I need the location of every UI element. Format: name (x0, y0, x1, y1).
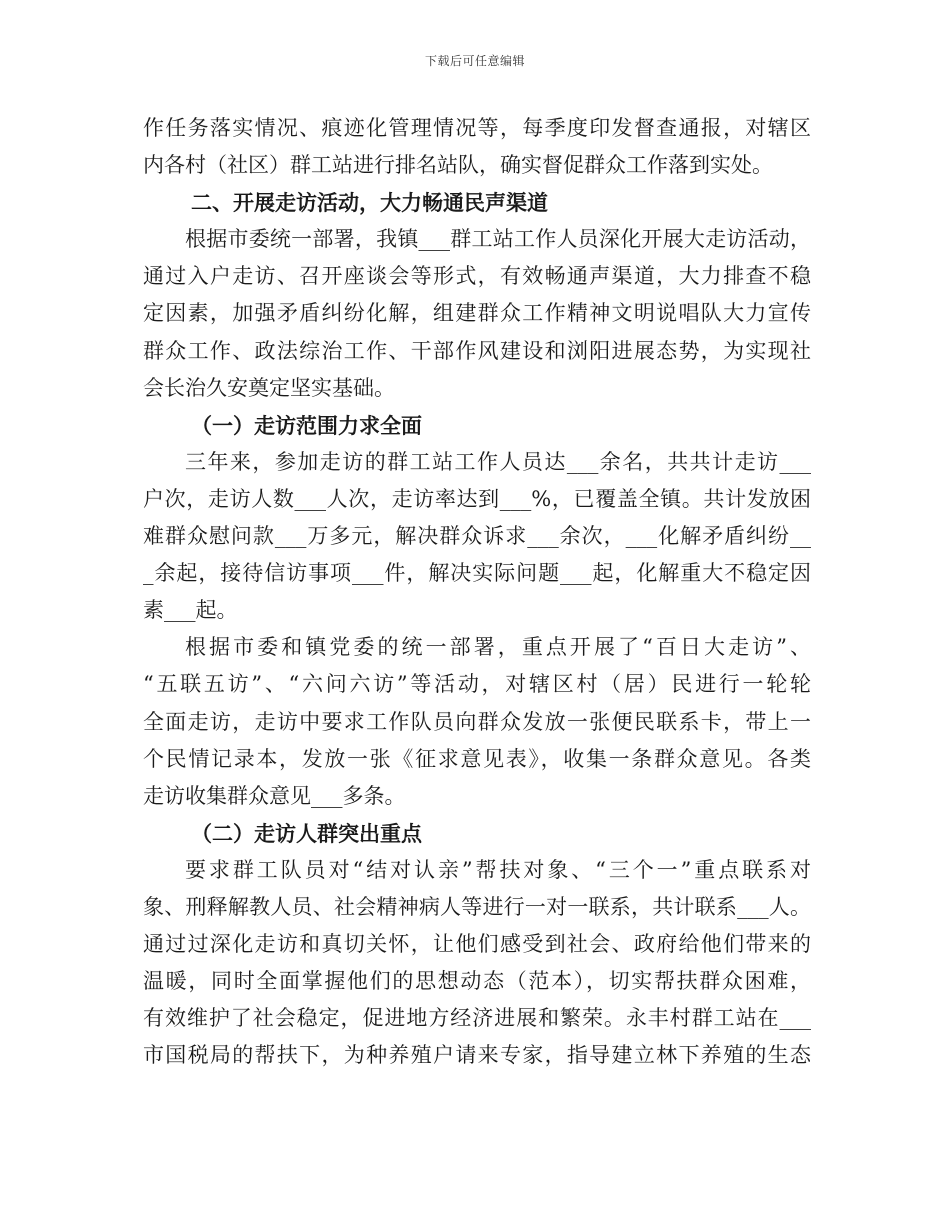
text-line: 会长治久安奠定坚实基础。 (143, 375, 395, 400)
text-line: 作任务落实情况、痕迹化管理情况等，每季度印发督查通报，对辖区 (143, 116, 811, 140)
text-line: 走访收集群众意见___多条。 (143, 783, 406, 808)
text-line: 要求群工队员对“结对认亲”帮扶对象、“三个一”重点联系对 (185, 857, 811, 882)
section-heading: 二、开展走访活动，大力畅通民声渠道 (191, 190, 548, 216)
text-line: 群众工作、政法综治工作、干部作风建设和浏阳进展态势，为实现社 (143, 338, 811, 363)
text-line: 根据市委和镇党委的统一部署，重点开展了“百日大走访”、 (185, 635, 811, 660)
section-heading: （二）走访人群突出重点 (191, 820, 422, 846)
text-line: 定因素，加强矛盾纠纷化解，组建群众工作精神文明说唱队大力宣传 (143, 301, 811, 326)
text-line: 户次，走访人数___人次，走访率达到___%，已覆盖全镇。共计发放困 (143, 486, 811, 511)
text-line: 通过过深化走访和真切关怀，让他们感受到社会、政府给他们带来的 (143, 932, 811, 957)
text-line: 难群众慰问款___万多元，解决群众诉求___余次，___化解矛盾纠纷__ (143, 524, 811, 549)
section-heading: （一）走访范围力求全面 (191, 412, 422, 438)
text-line: 通过入户走访、召开座谈会等形式，有效畅通声渠道，大力排查不稳 (143, 264, 811, 289)
text-line: 全面走访，走访中要求工作队员向群众发放一张便民联系卡，带上一 (143, 709, 811, 734)
text-line: _余起，接待信访事项___件，解决实际问题___起，化解重大不稳定因 (143, 561, 811, 586)
text-line: 有效维护了社会稳定，促进地方经济进展和繁荣。永丰村群工站在___ (143, 1006, 811, 1031)
text-line: 素___起。 (143, 598, 238, 623)
text-line: 根据市委统一部署，我镇___群工站工作人员深化开展大走访活动， (185, 227, 811, 252)
text-line: “五联五访”、“六问六访”等活动，对辖区村（居）民进行一轮轮 (143, 672, 811, 697)
text-line: 个民情记录本，发放一张《征求意见表》，收集一条群众意见。各类 (143, 746, 811, 771)
text-line: 内各村（社区）群工站进行排名站队，确实督促群众工作落到实处。 (143, 153, 773, 178)
text-line: 温暖，同时全面掌握他们的思想动态（范本），切实帮扶群众困难， (143, 969, 811, 994)
text-line: 三年来，参加走访的群工站工作人员达___余名，共共计走访___ (185, 449, 811, 474)
text-line: 象、刑释解教人员、社会精神病人等进行一对一联系，共计联系___人。 (143, 894, 811, 919)
text-line: 市国税局的帮扶下，为种养殖户请来专家，指导建立林下养殖的生态 (143, 1043, 811, 1068)
page-header: 下载后可任意编辑 (424, 54, 525, 68)
document-body (143, 110, 811, 1074)
